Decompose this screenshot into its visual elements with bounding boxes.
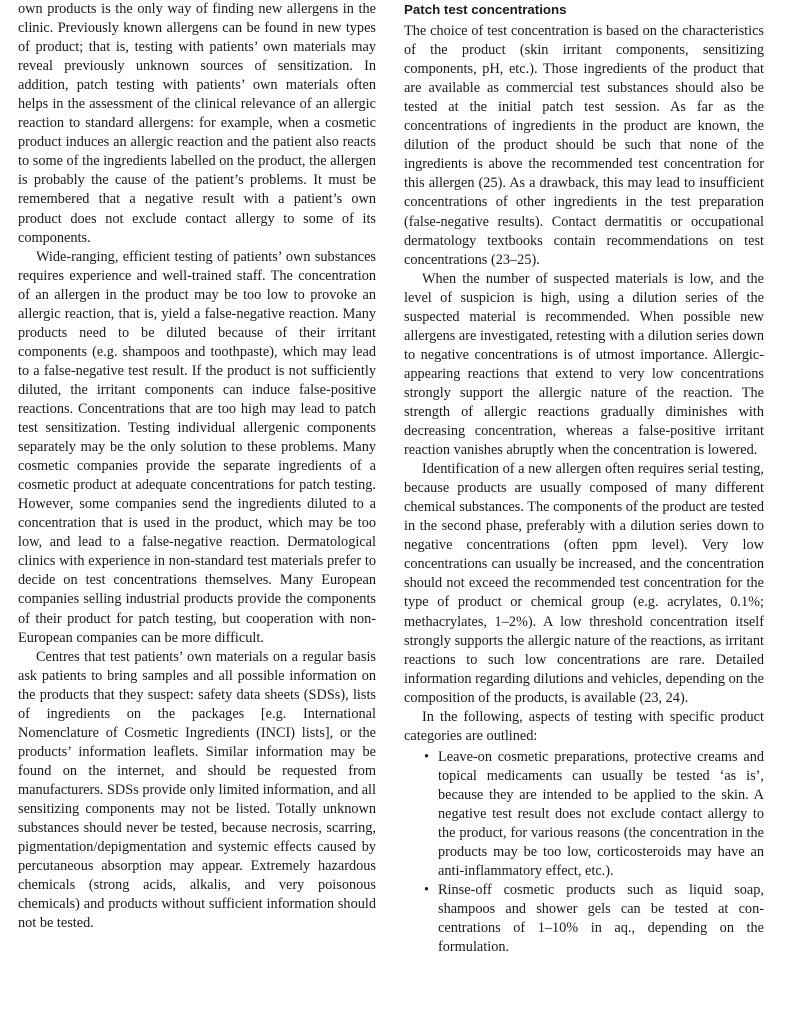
bullet-list (404, 748, 764, 958)
paragraph: Identification of a new allergen often requires serial testing, because products are usually composed of many different chemical substances. The components of the product are tested in the second phase, preferably with a dilution series down to negative concentrations (often ppm level). Very low concentrations can usually be increased, and the concentration should not exceed the recommended test concentration for the type of product or chemical group (e.g. acrylates, 0.1%; methacrylates, 1–2%). A low threshold concentration itself strongly supports the allergic nature of the reactions, as irritant reactions to such low concentrations are rare. Detailed information regarding dilutions and vehicles, depending on the composition of the products, is available (23, 24). (404, 461, 764, 706)
list-item (404, 748, 764, 881)
list-item-text: Rinse-off cosmetic products such as liquid soap, shampoos and shower gels can be tested at concentrations of 1–10% in aq., depending on the formulation. (438, 882, 764, 956)
paragraph: When the number of suspected materials is low, and the level of suspicion is high, using a dilution series of the suspected material is recommended. When possible new allergens are investigated, retesting with a dilution series down to negative concentrations is of utmost importance. Allergic-appearing reactions that extend to very low concentrations strongly support the allergic nature of the reaction. The strength of allergic reactions gradually diminishes with decreasing concentration, whereas a false-positive irritant reaction vanishes abruptly when the concentration is lowered. (404, 270, 764, 459)
left-column (18, 0, 376, 933)
section-heading: Patch test concentrations (404, 2, 567, 17)
list-item-text: Leave-on cosmetic preparations, protective creams and topical medicaments can usually be tested ‘as is’, because they are intended to be applied to the skin. A negative test result does not exclude contact allergy to the product, for various reasons (the concentration in the products may be too low, corticosteroids may have an anti-inflammatory effect, etc.). (438, 748, 764, 880)
bullet-icon: • (424, 882, 430, 899)
paragraph: The choice of test concentration is based on the characteristics of the product (skin irritant components, sensitizing components, pH, etc.). Those ingredients of the product that are available as commercial test substances should also be tested at the initial patch test session. As far as the concentrations of ingredients in the product are known, the dilution of the product should be such that none of the ingredients is above the recommended test concentration for this allergen (25). As a drawback, this may lead to insufficient concentrations of other ingredients in the test preparation (false-negative results). Contact dermatitis or occupational dermatology textbooks contain recommendations on test concentrations (23–25). (404, 23, 764, 268)
paragraph: Wide-ranging, efficient testing of patients’ own substances requires experience and well-trained staff. The concentration of an allergen in the product may be too low to provoke an allergic reaction, that is, yield a false-negative reaction. Many products need to be diluted because of their irritant components (e.g. shampoos and toothpaste), which may lead to a false-negative test result. If the product is not sufficiently diluted, the irritant components can induce false-positive reactions. Concentrations that are too high may lead to patch test sensitization. Testing individual allergenic components separately may be the only solution to these problems. Many cosmetic companies provide the separate ingredients of a cosmetic product at adequate concentrations for patch testing. However, some companies send the ingredients diluted to a concentration that is used in the product, which may be too low, and lead to a false-negative reaction. Dermatological clinics with experience in non-standard test materials prefer to decide on test concentrations themselves. Many European companies selling industrial products provide the components of their product for patch testing, but cooperation with non-European companies can be more difficult. (18, 248, 376, 646)
bullet-icon: • (424, 748, 430, 765)
paragraph: In the following, aspects of testing with specific product categories are outlined: (404, 708, 764, 744)
list-item (404, 881, 764, 957)
right-column (404, 0, 764, 957)
paragraph: Centres that test patients’ own materials on a regular basis ask patients to bring samples and all possible information on the products that they suspect: safety data sheets (SDSs), lists of ingredients on the packages [e.g. International Nomenclature of Cosmetic Ingredients (INCI) lists], or the products’ information leaflets. Similar information may be found on the internet, and should be requested from manufacturers. SDSs provide only limited information, and all sensitizing components may not be listed. Totally unknown substances should never be tested, because necrosis, scarring, pigmentation/depigmentation and systemic effects caused by percutaneous absorption may appear. Extremely hazardous chemicals (strong acids, alkalis, and very poisonous chemicals) and products without sufficient information should not be tested. (18, 648, 376, 932)
paragraph: own products is the only way of finding new allergens in the clinic. Previously known allergens can be found in new types of product; that is, testing with patients’ own materials may reveal previously unknown sources of sensitization. In addition, patch testing with patients’ own materials often helps in the assessment of the clinical relevance of an allergic reaction to standard allergens: for example, when a cosmetic product induces an allergic reaction and the patient also reacts to some of the ingredients labelled on the product, the allergen is probably the cause of the patient’s problems. It must be remembered that a negative result with a patient’s own product does not exclude contact allergy to some of its components. (18, 1, 376, 246)
